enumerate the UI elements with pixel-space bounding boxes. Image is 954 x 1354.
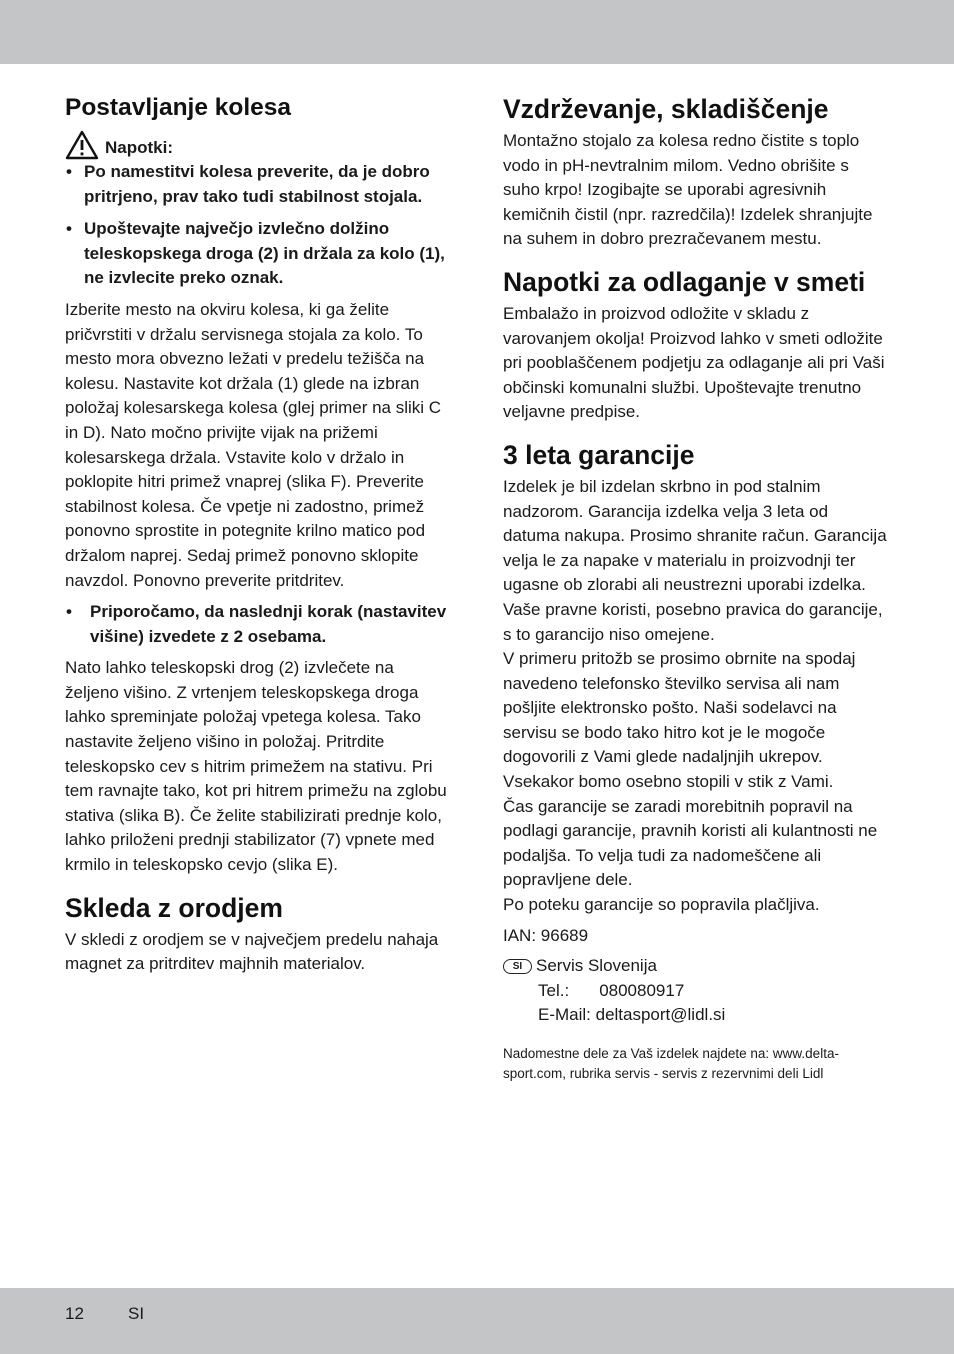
- paragraph: Izdelek je bil izdelan skrbno in pod stalnim nadzorom. Garancija izdelka velja 3 leta od datuma nakupa. Prosimo shranite račun. Garancija velja le za napake v materialu in proizvodnji ter ugasne ob zlorabi ali neustrezni uporabi izdelka. Vaše pravne koristi, posebno pravica do garancije, s to garancijo niso omejene.: [503, 476, 887, 644]
- paragraph: Embalažo in proizvod odložite v skladu z varovanjem okolja! Proizvod lahko v smeti odložite pri pooblaščenem podjetju za odlaganje ali pri Vaši občinski komunalni službi. Upoštevajte trenutno veljavne predpise.: [503, 303, 885, 422]
- heading-skleda-z-orodjem: Skleda z orodjem: [65, 892, 283, 923]
- recommend-list: [65, 600, 450, 649]
- paragraph: Čas garancije se zaradi morebitnih popravil na podlagi garancije, pravnih koristi ali kulantnosti ne podaljša. To velja tudi za nadomeščene ali popravljene dele.: [503, 796, 878, 890]
- email-line: E-Mail: deltasport@lidl.si: [538, 1005, 726, 1025]
- list-item: • Po namestitvi kolesa preverite, da je dobro pritrjeno, prav tako tudi stabilnost stojala.: [66, 162, 430, 206]
- heading-odlaganje: Napotki za odlaganje v smeti: [503, 266, 866, 297]
- service-name: Servis Slovenija: [536, 956, 657, 976]
- paragraph: Nato lahko teleskopski drog (2) izvlečete na željeno višino. Z vrtenjem teleskopskega droga lahko spreminjate položaj vpetega kolesa. Tako nastavite željeno višino in položaj. Pritrdite teleskopsko cev s hitrim primežem na stativu. Pri tem ravnajte tako, kot pri hitrem primežu na zglobu stativa (slika B). Če želite stabilizirati prednje kolo, lahko priloženi prednji stabilizator (7) vpnete med krmilo in teleskopsko cevjo (slika E).: [65, 658, 447, 875]
- left-column: [65, 92, 450, 977]
- right-column: [503, 92, 888, 1084]
- tel-number: 080080917: [599, 980, 685, 1000]
- paragraph: Izberite mesto na okviru kolesa, ki ga želite pričvrstiti v držalu servisnega stojala za kolo. To mesto mora obvezno ležati v predelu težišča na kolesu. Nastavite kot držala (1) glede na izbran položaj kolesarskega kolesa (glej primer na sliki C in D). Nato močno privijte vijak na prižemi kolesarskega držala. Vstavite kolo v držalo in poklopite hitri primež vnaprej (slika F). Preverite stabilnost kolesa. Če vpetje ni zadostno, primež ponovno sprostite in potegnite krilno matico pod držalom naprej. Sedaj primež ponovno sklopite navzdol. Ponovno preverite pritdritev.: [65, 299, 442, 590]
- list-item: • Priporočamo, da naslednji korak (nastavitev višine) izvedete z 2 osebama.: [66, 602, 447, 646]
- paragraph: V primeru pritožb se prosimo obrnite na spodaj navedeno telefonsko številko servisa ali nam pošljite elektronsko pošto. Naši sodelavci na servisu se bodo tako hitro kot je le mogoče dogovorili z Vami glede nadaljnjih ukrepov. Vsekakor bomo osebno stopili v stik z Vami.: [503, 649, 856, 792]
- spare-parts-note: Nadomestne dele za Vaš izdelek najdete na: www.delta-sport.com, rubrika servis - servis z rezervnimi deli Lidl: [503, 1046, 839, 1081]
- country-badge: SI: [503, 959, 532, 974]
- note-header: [65, 128, 450, 160]
- heading-postavljanje-kolesa: Postavljanje kolesa: [65, 94, 292, 121]
- page-number: 12: [65, 1304, 84, 1323]
- paragraph: V skledi z orodjem se v največjem predelu nahaja magnet za pritrditev majhnih materialov.: [65, 929, 439, 974]
- language-code: SI: [128, 1304, 145, 1323]
- ian-number: IAN: 96689: [503, 925, 589, 945]
- heading-vzdrzevanje: Vzdrževanje, skladiščenje: [503, 94, 829, 124]
- service-name-line: [503, 954, 888, 979]
- paragraph: Po poteku garancije so popravila plačljiva.: [503, 895, 820, 915]
- paragraph: Montažno stojalo za kolesa redno čistite s toplo vodo in pH-nevtralnim milom. Vedno obrišite s suho krpo! Izogibajte se uporabi agresivnih kemičnih čistil (npr. razredčila)! Izdelek shranjujte na suhem in dobro prezračevanem mestu.: [503, 131, 873, 249]
- note-list: [65, 160, 450, 291]
- tel-line: [503, 979, 888, 1004]
- service-contact: [503, 954, 888, 1028]
- warning-icon: [65, 130, 99, 160]
- top-band: [0, 0, 954, 64]
- list-item: • Upoštevajte največjo izvlečno dolžino teleskopskega droga (2) in držala za kolo (1), ne izvlecite preko oznak.: [66, 219, 445, 288]
- tel-label: Tel.:: [538, 980, 570, 1000]
- note-label: Napotki:: [105, 138, 173, 157]
- heading-garancija: 3 leta garancije: [503, 439, 695, 470]
